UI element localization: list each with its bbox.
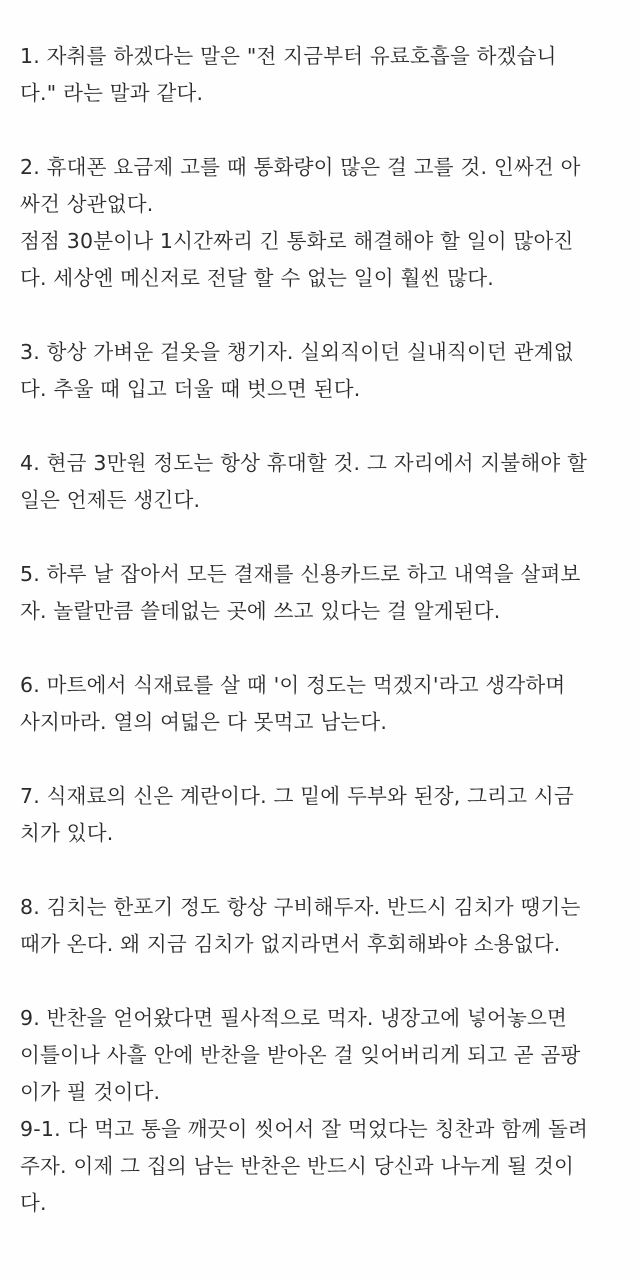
tip-4 — [20, 445, 625, 519]
tip-line: 주자. 이제 그 집의 남는 반찬은 반드시 당신과 나누게 될 것이 — [20, 1154, 574, 1178]
tip-line: 3. 항상 가벼운 겉옷을 챙기자. 실외직이던 실내직이던 관계없 — [20, 340, 574, 364]
tip-1 — [20, 38, 625, 112]
tip-7 — [20, 778, 625, 852]
tip-line: 1. 자취를 하겠다는 말은 "전 지금부터 유료호흡을 하겠습니 — [20, 44, 557, 68]
tip-6 — [20, 667, 625, 741]
tip-8 — [20, 889, 625, 963]
tip-line: 이틀이나 사흘 안에 반찬을 받아온 걸 잊어버리게 되고 곧 곰팡 — [20, 1043, 581, 1067]
tip-2 — [20, 149, 625, 297]
tip-line: 다." 라는 말과 같다. — [20, 81, 204, 105]
tip-line: 일은 언제든 생긴다. — [20, 488, 201, 512]
tip-line: 9-1. 다 먹고 통을 깨끗이 씻어서 잘 먹었다는 칭찬과 함께 돌려 — [20, 1117, 589, 1141]
tip-line: 4. 현금 3만원 정도는 항상 휴대할 것. 그 자리에서 지불해야 할 — [20, 451, 588, 475]
tip-line: 다. 세상엔 메신저로 전달 할 수 없는 일이 훨씬 많다. — [20, 266, 494, 290]
tip-line: 9. 반찬을 얻어왔다면 필사적으로 먹자. 냉장고에 넣어놓으면 — [20, 1006, 568, 1030]
tips-list — [20, 38, 625, 1259]
tip-line: 점점 30분이나 1시간짜리 긴 통화로 해결해야 할 일이 많아진 — [20, 229, 574, 253]
tip-line: 싸건 상관없다. — [20, 192, 154, 216]
tip-line: 이가 필 것이다. — [20, 1080, 161, 1104]
tip-line: 치가 있다. — [20, 821, 114, 845]
tip-line: 자. 놀랄만큼 쓸데없는 곳에 쓰고 있다는 걸 알게된다. — [20, 599, 501, 623]
tip-3 — [20, 334, 625, 408]
tip-5 — [20, 556, 625, 630]
tip-line: 사지마라. 열의 여덟은 다 못먹고 남는다. — [20, 710, 388, 734]
tip-line: 2. 휴대폰 요금제 고를 때 통화량이 많은 걸 고를 것. 인싸건 아 — [20, 155, 581, 179]
tip-line: 다. 추울 때 입고 더울 때 벗으면 된다. — [20, 377, 361, 401]
tip-line: 6. 마트에서 식재료를 살 때 '이 정도는 먹겠지'라고 생각하며 — [20, 673, 566, 697]
tip-line: 때가 온다. 왜 지금 김치가 없지라면서 후회해봐야 소용없다. — [20, 932, 561, 956]
tip-line: 7. 식재료의 신은 계란이다. 그 밑에 두부와 된장, 그리고 시금 — [20, 784, 574, 808]
tip-line: 8. 김치는 한포기 정도 항상 구비해두자. 반드시 김치가 땡기는 — [20, 895, 581, 919]
tip-line: 5. 하루 날 잡아서 모든 결재를 신용카드로 하고 내역을 살펴보 — [20, 562, 581, 586]
tip-9 — [20, 1000, 625, 1222]
tip-line: 다. — [20, 1191, 47, 1215]
